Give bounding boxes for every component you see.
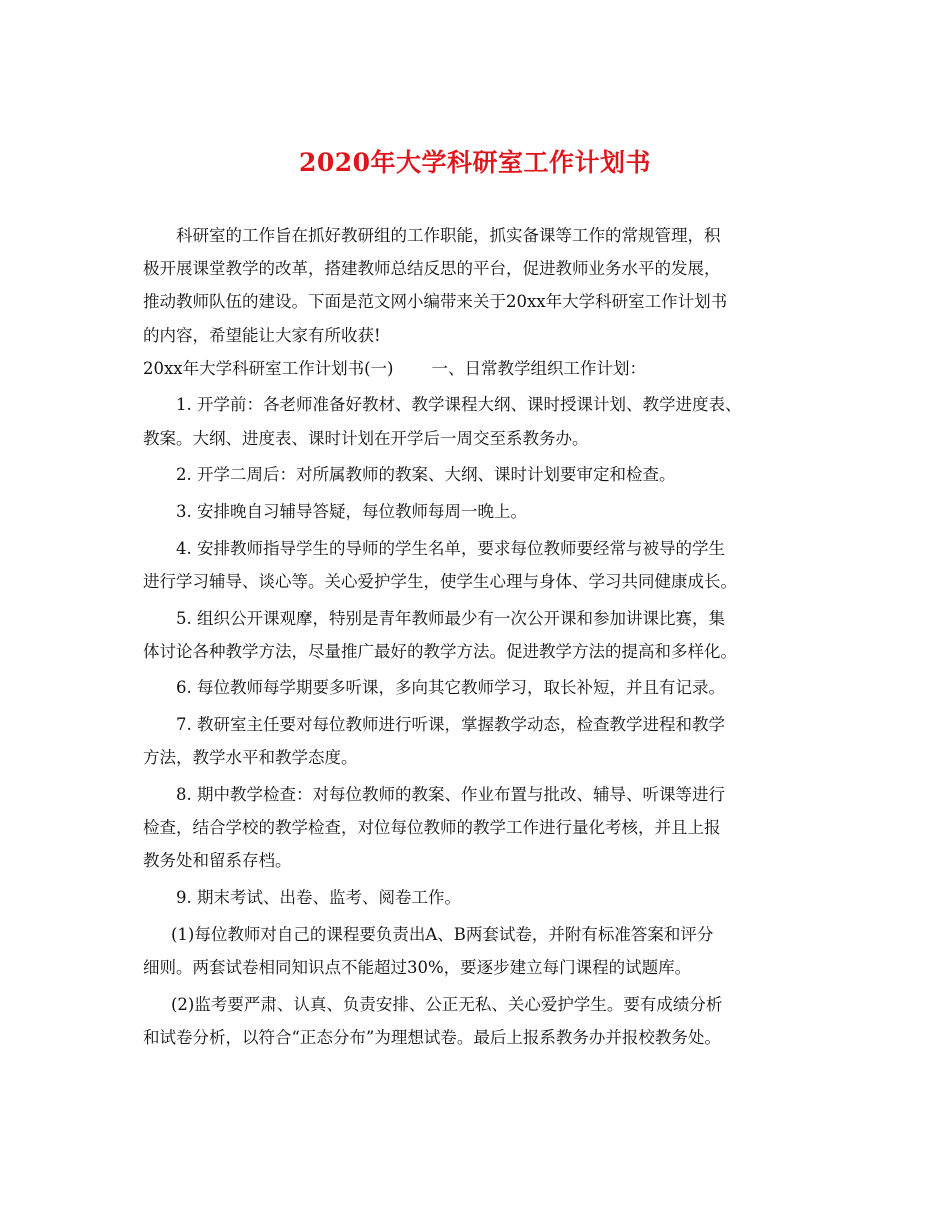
intro-paragraph: [143, 219, 833, 352]
list-item-line: 体讨论各种教学方法，尽量推广最好的教学方法。促进教学方法的提高和多样化。: [143, 641, 737, 661]
list-item-line: 8. 期中教学检查：对每位教师的教案、作业布置与批改、辅导、听课等进行: [176, 785, 725, 804]
sub-list-item-line: (1)每位教师对自己的课程要负责出A、B两套试卷，并附有标准答案和评分: [171, 924, 714, 944]
list-item-line: 2. 开学二周后：对所属教师的教案、大纲、课时计划要审定和检查。: [176, 465, 676, 485]
document-title: 2020年大学科研室工作计划书: [298, 148, 652, 177]
list-item-line: 4. 安排教师指导学生的导师的学生名单，要求每位教师要经常与被导的学生: [176, 538, 725, 558]
list-item-line: 进行学习辅导、谈心等。关心爱护学生，使学生心理与身体、学习共同健康成长。: [143, 571, 737, 591]
list-item: [143, 671, 833, 704]
sub-list-item: [143, 988, 833, 1054]
list-item-line: 3. 安排晚自习辅导答疑，每位教师每周一晚上。: [176, 502, 527, 521]
list-item-line: 方法，教学水平和教学态度。: [143, 748, 358, 768]
sub-list-item-line: (2)监考要严肃、认真、负责安排、公正无私、关心爱护学生。要有成绩分析: [171, 994, 723, 1014]
list-item-line: 1. 开学前：各老师准备好教材、教学课程大纲、课时授课计划、教学进度表、: [176, 395, 742, 415]
intro-line: 推动教师队伍的建设。下面是范文网小编带来关于20xx年大学科研室工作计划书: [143, 292, 728, 312]
list-item: [143, 778, 833, 878]
list-item-line: 检查，结合学校的教学检查，对位每位教师的教学工作进行量化考核，并且上报: [143, 818, 721, 838]
intro-line: 的内容，希望能让大家有所收获!: [143, 325, 381, 345]
list-item: [143, 495, 833, 528]
intro-line: 极开展课堂教学的改革，搭建教师总结反思的平台，促进教师业务水平的发展，: [143, 259, 721, 279]
list-item: [143, 532, 833, 598]
document-body: [143, 219, 833, 1054]
list-item-line: 7. 教研室主任要对每位教师进行听课，掌握教学动态，检查教学进程和教学: [176, 715, 725, 735]
sub-list-item-line: 和试卷分析，以符合“正态分布”为理想试卷。最后上报系教务办并报校教务处。: [143, 1027, 721, 1047]
sub-list-item-line: 细则。两套试卷相同知识点不能超过30%，要逐步建立每门课程的试题库。: [143, 957, 692, 977]
list-item-line: 教案。大纲、进度表、课时计划在开学后一周交至系教务办。: [143, 428, 589, 448]
section-heading-subtitle: 一、日常教学组织工作计划：: [431, 358, 646, 378]
list-item: [143, 458, 833, 491]
list-item: [143, 388, 833, 454]
list-item: [143, 881, 833, 914]
list-item-line: 5. 组织公开课观摩，特别是青年教师最少有一次公开课和参加讲课比赛，集: [176, 608, 725, 628]
list-item: [143, 708, 833, 774]
list-item-line: 9. 期末考试、出卷、监考、阅卷工作。: [176, 888, 461, 908]
section-heading-title: 20xx年大学科研室工作计划书(一): [143, 358, 394, 378]
intro-line: 科研室的工作旨在抓好教研组的工作职能，抓实备课等工作的常规管理，积: [176, 226, 721, 245]
list-item: [143, 602, 833, 668]
list-item-line: 教务处和留系存档。: [143, 851, 292, 871]
list-item-line: 6. 每位教师每学期要多听课，多向其它教师学习，取长补短，并且有记录。: [176, 678, 725, 698]
sub-list-item: [143, 918, 833, 984]
section-heading: [143, 352, 833, 385]
